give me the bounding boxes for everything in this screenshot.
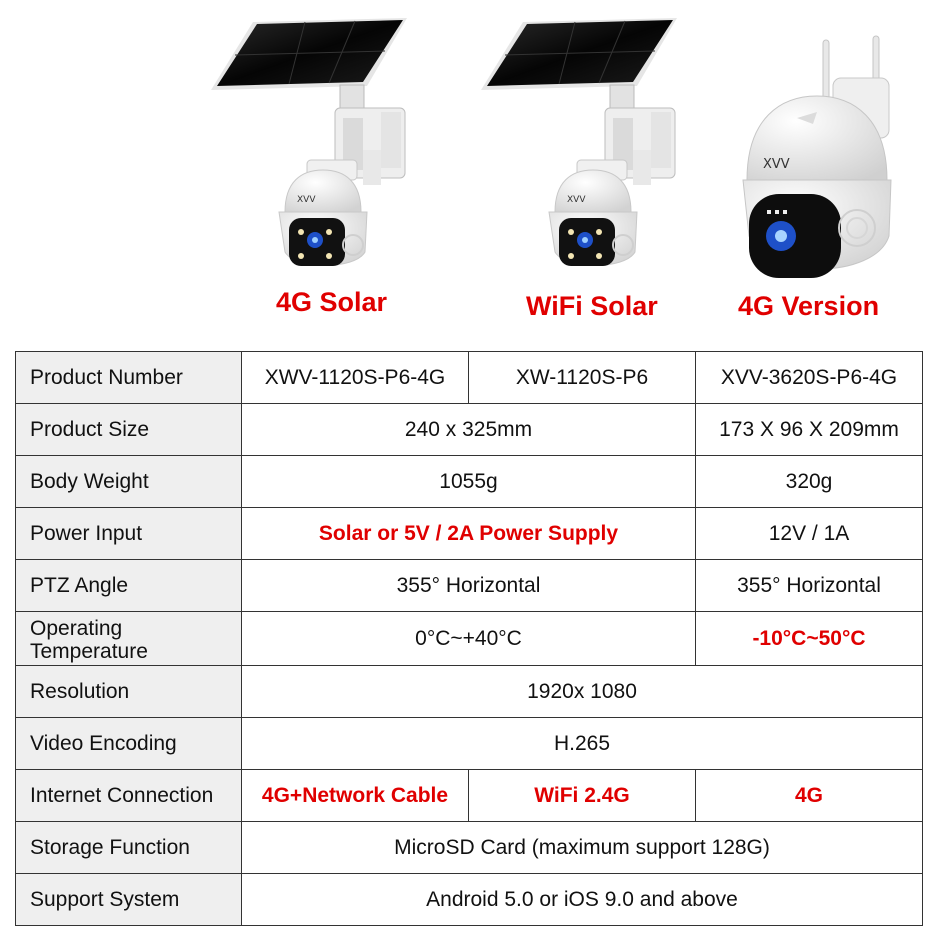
row-label-body-weight: Body Weight	[16, 456, 242, 508]
solar-ptz-camera-icon	[475, 0, 685, 285]
cell-product-size-4g-version: 173 X 96 X 209mm	[696, 404, 923, 456]
cell-resolution: 1920x 1080	[242, 666, 923, 718]
table-row	[16, 456, 923, 508]
row-label-video-encoding: Video Encoding	[16, 718, 242, 770]
spec-table	[15, 351, 923, 926]
cell-product-number-wifi-solar: XW-1120S-P6	[469, 352, 696, 404]
cell-video-encoding: H.265	[242, 718, 923, 770]
cell-body-weight-solar: 1055g	[242, 456, 696, 508]
label-line: Operating	[30, 616, 123, 640]
table-row	[16, 874, 923, 926]
cell-body-weight-4g-version: 320g	[696, 456, 923, 508]
brand-logo: XVV	[297, 195, 316, 205]
ptz-camera-icon	[735, 0, 900, 290]
row-label-power-input: Power Input	[16, 508, 242, 560]
product-name-4g-version: 4G Version	[738, 291, 880, 321]
row-label-resolution: Resolution	[16, 666, 242, 718]
cell-operating-temperature-4g-version: -10°C~50°C	[696, 612, 923, 666]
product-name-4g-solar: 4G Solar	[276, 287, 388, 317]
brand-logo: XVV	[567, 195, 586, 205]
cell-product-number-4g-version: XVV-3620S-P6-4G	[696, 352, 923, 404]
brand-logo: XVV	[763, 157, 790, 172]
cell-ptz-angle-4g-version: 355° Horizontal	[696, 560, 923, 612]
cell-power-input-4g-version: 12V / 1A	[696, 508, 923, 560]
cell-internet-connection-wifi-solar: WiFi 2.4G	[469, 770, 696, 822]
row-label-operating-temperature	[16, 612, 242, 666]
label-line: Temperature	[30, 639, 148, 663]
table-row	[16, 352, 923, 404]
row-label-ptz-angle: PTZ Angle	[16, 560, 242, 612]
table-row	[16, 404, 923, 456]
cell-internet-connection-4g-version: 4G	[696, 770, 923, 822]
cell-storage-function: MicroSD Card (maximum support 128G)	[242, 822, 923, 874]
product-name-wifi-solar: WiFi Solar	[526, 291, 658, 321]
table-row	[16, 770, 923, 822]
row-label-storage-function: Storage Function	[16, 822, 242, 874]
solar-ptz-camera-icon	[205, 0, 415, 285]
table-row	[16, 718, 923, 770]
cell-power-input-solar: Solar or 5V / 2A Power Supply	[242, 508, 696, 560]
table-row	[16, 822, 923, 874]
cell-ptz-angle-solar: 355° Horizontal	[242, 560, 696, 612]
table-row	[16, 508, 923, 560]
row-label-product-number: Product Number	[16, 352, 242, 404]
cell-internet-connection-4g-solar: 4G+Network Cable	[242, 770, 469, 822]
cell-product-size-solar: 240 x 325mm	[242, 404, 696, 456]
cell-product-number-4g-solar: XWV-1120S-P6-4G	[242, 352, 469, 404]
cell-operating-temperature-solar: 0°C~+40°C	[242, 612, 696, 666]
table-row	[16, 666, 923, 718]
cell-support-system: Android 5.0 or iOS 9.0 and above	[242, 874, 923, 926]
product-4g-version	[735, 0, 900, 290]
product-wifi-solar	[475, 0, 685, 285]
table-row	[16, 560, 923, 612]
table-row	[16, 612, 923, 666]
row-label-product-size: Product Size	[16, 404, 242, 456]
row-label-internet-connection: Internet Connection	[16, 770, 242, 822]
product-4g-solar	[205, 0, 415, 285]
row-label-support-system: Support System	[16, 874, 242, 926]
